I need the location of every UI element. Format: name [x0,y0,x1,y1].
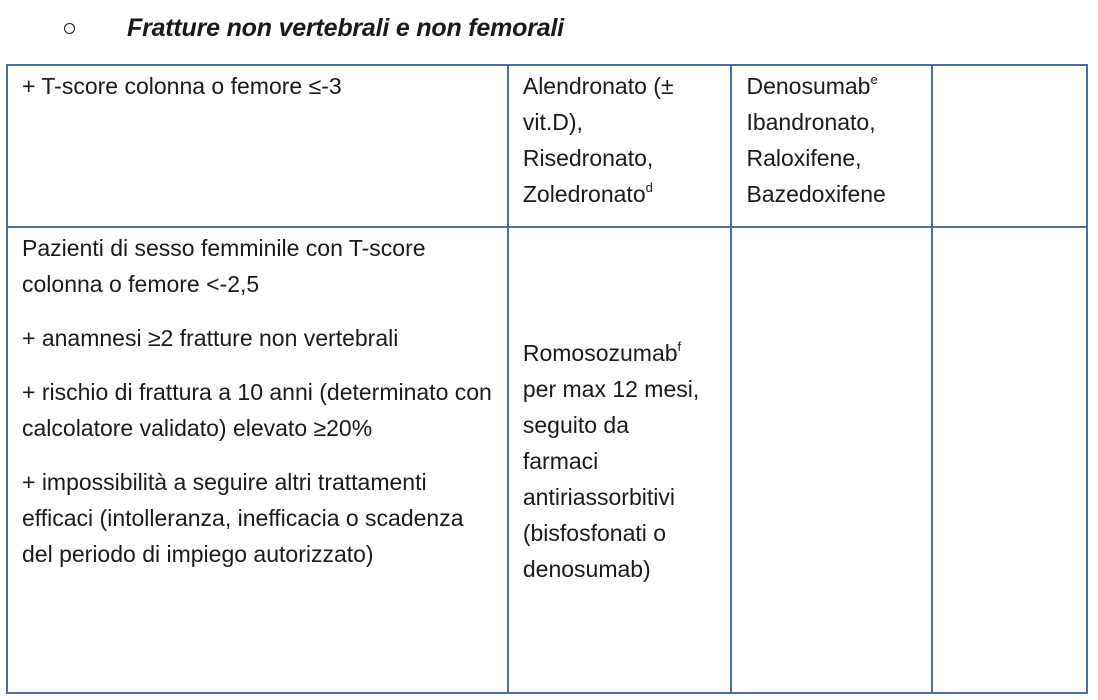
drug-line: Raloxifene, [746,145,862,171]
footnote-marker: f [677,339,682,354]
footnote-marker: d [645,180,653,195]
table-row [7,227,1087,693]
criterion-paragraph: + anamnesi ≥2 fratture non vertebrali [22,325,399,351]
drug-line: Bazedoxifene [746,181,886,207]
drug-line: seguito da [522,412,629,438]
criterion-text: + T-score colonna o femore ≤-3 [22,73,342,99]
criteria-cell [7,227,508,693]
drug-line: Risedronato, [522,145,654,171]
drug-line: Ibandronato, [746,109,876,135]
drug-line: per max 12 mesi, [522,376,700,402]
drug-line [523,335,717,371]
drug-name: Denosumab [746,73,871,99]
section-heading [64,8,564,48]
drug-line: Alendronato (± [522,73,674,99]
hollow-circle-bullet-icon [64,23,75,34]
drug-line: vit.D), [522,109,583,135]
drug-line: farmaci [522,448,599,474]
footnote-marker: e [870,72,878,87]
criterion-cell [7,65,508,227]
criterion-paragraph: + impossibilità a seguire altri trattamenti efficaci (intolleranza, inefficacia o scadenza del periodo di impiego autorizzato) [22,469,464,567]
criterion-paragraph: Pazienti di sesso femminile con T-score colonna o femore <-2,5 [22,235,426,297]
second-line-cell [731,227,931,693]
section-title: Fratture non vertebrali e non femorali [127,13,564,42]
first-line-cell [508,227,732,693]
drug-name: Romosozumab [522,340,678,366]
extra-cell [932,227,1087,693]
second-line-cell [731,65,931,227]
drug-line: denosumab) [522,556,651,582]
table-row [7,65,1087,227]
criterion-paragraph: + rischio di frattura a 10 anni (determinato con calcolatore validato) elevato ≥20% [22,379,492,441]
drug-line [746,68,916,104]
drug-name: Zoledronato [522,181,646,207]
extra-cell [932,65,1087,227]
first-line-cell [508,65,732,227]
treatment-table [6,64,1088,694]
drug-line: antiriassorbitivi [522,484,675,510]
drug-line: (bisfosfonati o [522,520,667,546]
drug-line [523,176,717,212]
